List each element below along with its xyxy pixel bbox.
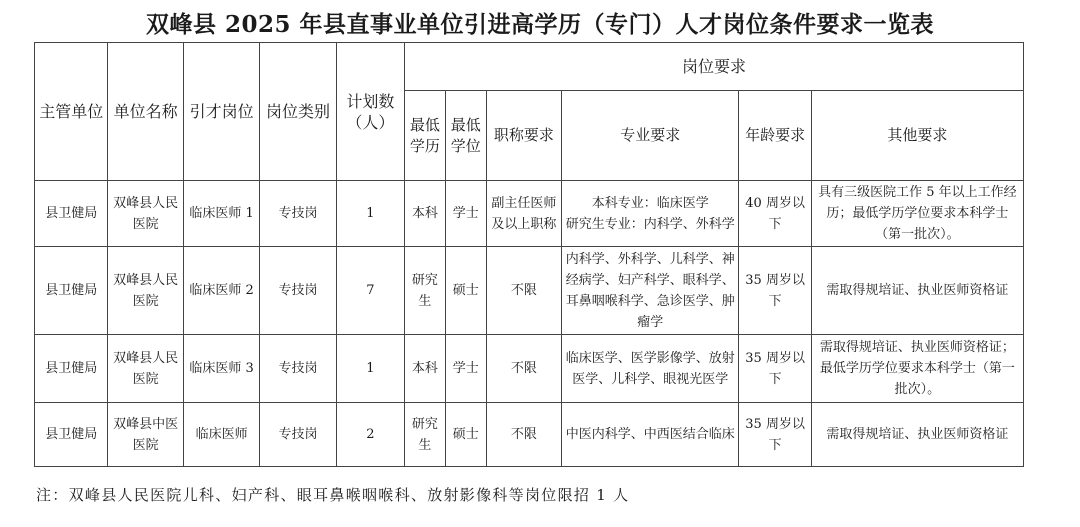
cell-other: 需取得规培证、执业医师资格证 — [811, 403, 1023, 467]
cell-other: 需取得规培证、执业医师资格证 — [811, 247, 1023, 335]
page-title: 双峰县 2025 年县直事业单位引进高学历（专门）人才岗位条件要求一览表 — [145, 11, 935, 38]
header-other: 其他要求 — [811, 91, 1023, 181]
table-row — [35, 247, 1024, 335]
cell-unit: 双峰县人民医院 — [108, 247, 183, 335]
cell-degree: 学士 — [445, 181, 486, 247]
cell-other: 具有三级医院工作 5 年以上工作经历；最低学历学位要求本科学士（第一批次）。 — [811, 181, 1023, 247]
table-row — [35, 403, 1024, 467]
header-category: 岗位类别 — [260, 43, 336, 181]
header-major: 专业要求 — [562, 91, 739, 181]
header-education: 最低学历 — [405, 91, 446, 181]
cell-age: 35 周岁以下 — [739, 403, 811, 467]
cell-dept: 县卫健局 — [35, 247, 108, 335]
cell-title-req: 不限 — [486, 403, 561, 467]
cell-title-req: 不限 — [486, 335, 561, 403]
cell-dept: 县卫健局 — [35, 403, 108, 467]
header-title-req: 职称要求 — [486, 91, 561, 181]
cell-title-req: 不限 — [486, 247, 561, 335]
cell-post: 临床医师 3 — [183, 335, 259, 403]
cell-dept: 县卫健局 — [35, 181, 108, 247]
footnote: 注：双峰县人民医院儿科、妇产科、眼耳鼻喉咽喉科、放射影像科等岗位限招 1 人 — [36, 486, 630, 504]
cell-post: 临床医师 2 — [183, 247, 259, 335]
cell-degree: 学士 — [445, 335, 486, 403]
cell-other: 需取得规培证、执业医师资格证；最低学历学位要求本科学士（第一批次）。 — [811, 335, 1023, 403]
cell-category: 专技岗 — [260, 181, 336, 247]
cell-plan: 1 — [336, 181, 404, 247]
cell-unit: 双峰县中医医院 — [108, 403, 183, 467]
cell-major: 中医内科学、中西医结合临床 — [562, 403, 739, 467]
cell-education: 本科 — [405, 181, 446, 247]
cell-dept: 县卫健局 — [35, 335, 108, 403]
cell-major: 临床医学、医学影像学、放射医学、儿科学、眼视光医学 — [562, 335, 739, 403]
header-degree: 最低学位 — [445, 91, 486, 181]
cell-plan: 2 — [336, 403, 404, 467]
cell-education: 研究生 — [405, 247, 446, 335]
cell-major: 本科专业：临床医学 研究生专业：内科学、外科学 — [562, 181, 739, 247]
cell-age: 35 周岁以下 — [739, 247, 811, 335]
header-unit: 单位名称 — [108, 43, 183, 181]
cell-category: 专技岗 — [260, 335, 336, 403]
cell-education: 本科 — [405, 335, 446, 403]
header-plan: 计划数（人） — [336, 43, 404, 181]
cell-post: 临床医师 — [183, 403, 259, 467]
cell-plan: 1 — [336, 335, 404, 403]
cell-age: 40 周岁以下 — [739, 181, 811, 247]
cell-plan: 7 — [336, 247, 404, 335]
cell-category: 专技岗 — [260, 247, 336, 335]
cell-post: 临床医师 1 — [183, 181, 259, 247]
table-row — [35, 181, 1024, 247]
cell-title-req: 副主任医师及以上职称 — [486, 181, 561, 247]
cell-unit: 双峰县人民医院 — [108, 335, 183, 403]
header-age: 年龄要求 — [739, 91, 811, 181]
cell-degree: 硕士 — [445, 403, 486, 467]
table-row — [35, 335, 1024, 403]
cell-degree: 硕士 — [445, 247, 486, 335]
cell-age: 35 周岁以下 — [739, 335, 811, 403]
cell-unit: 双峰县人民医院 — [108, 181, 183, 247]
cell-major: 内科学、外科学、儿科学、神经病学、妇产科学、眼科学、耳鼻咽喉科学、急诊医学、肿瘤学 — [562, 247, 739, 335]
cell-education: 研究生 — [405, 403, 446, 467]
header-requirements: 岗位要求 — [405, 43, 1024, 91]
header-dept: 主管单位 — [35, 43, 108, 181]
header-post: 引才岗位 — [183, 43, 259, 181]
requirements-table — [34, 42, 1024, 467]
cell-category: 专技岗 — [260, 403, 336, 467]
